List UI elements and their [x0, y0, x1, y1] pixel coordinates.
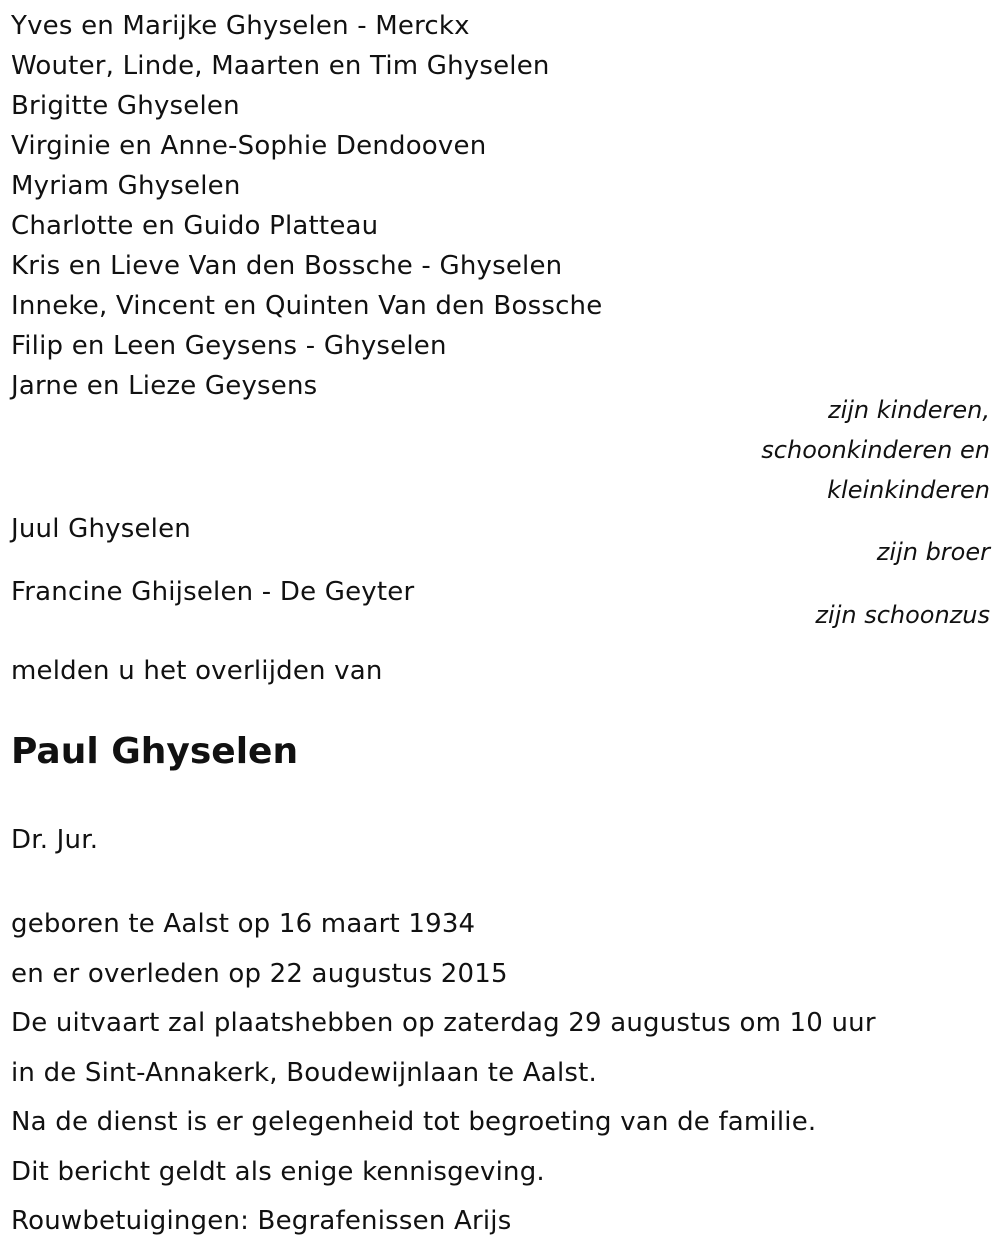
family-member: Myriam Ghyselen — [11, 171, 241, 201]
family-member: Virginie en Anne-Sophie Dendooven — [11, 131, 487, 161]
family-member: Inneke, Vincent en Quinten Van den Bossche — [11, 291, 603, 321]
family-member: Kris en Lieve Van den Bossche - Ghyselen — [11, 251, 563, 281]
family-member: Wouter, Linde, Maarten en Tim Ghyselen — [11, 51, 550, 81]
deceased-name: Paul Ghyselen — [11, 731, 299, 772]
detail-line: en er overleden op 22 augustus 2015 — [11, 958, 508, 989]
family-member: Brigitte Ghyselen — [11, 91, 240, 121]
detail-line: geboren te Aalst op 16 maart 1934 — [11, 909, 476, 939]
family-member: Charlotte en Guido Platteau — [11, 211, 379, 241]
detail-line: Dit bericht geldt als enige kennisgeving. — [11, 1156, 545, 1187]
brother-relation: zijn broer — [876, 538, 990, 566]
detail-line: in de Sint-Annakerk, Boudewijnlaan te Aalst. — [11, 1057, 597, 1088]
sister-in-law-relation: zijn schoonzus — [815, 601, 990, 629]
family-relation-line: kleinkinderen — [827, 476, 990, 504]
detail-line: Na de dienst is er gelegenheid tot begroeting van de familie. — [11, 1107, 817, 1137]
detail-line: Rouwbetuigingen: Begrafenissen Arijs — [11, 1206, 512, 1236]
announcement-text: melden u het overlijden van — [11, 656, 383, 686]
family-member: Jarne en Lieze Geysens — [11, 371, 318, 401]
deceased-title: Dr. Jur. — [11, 825, 99, 855]
family-relation-line: zijn kinderen, — [827, 396, 990, 424]
family-relation — [761, 390, 990, 510]
brother-name: Juul Ghyselen — [11, 514, 191, 544]
family-member: Yves en Marijke Ghyselen - Merckx — [11, 11, 470, 41]
detail-line: De uitvaart zal plaatshebben op zaterdag 29 augustus om 10 uur — [11, 1008, 876, 1038]
family-list — [11, 6, 602, 406]
funeral-details — [11, 900, 876, 1247]
family-relation-line: schoonkinderen en — [761, 436, 990, 464]
sister-in-law-name: Francine Ghijselen - De Geyter — [11, 577, 415, 607]
family-member: Filip en Leen Geysens - Ghyselen — [11, 331, 447, 361]
